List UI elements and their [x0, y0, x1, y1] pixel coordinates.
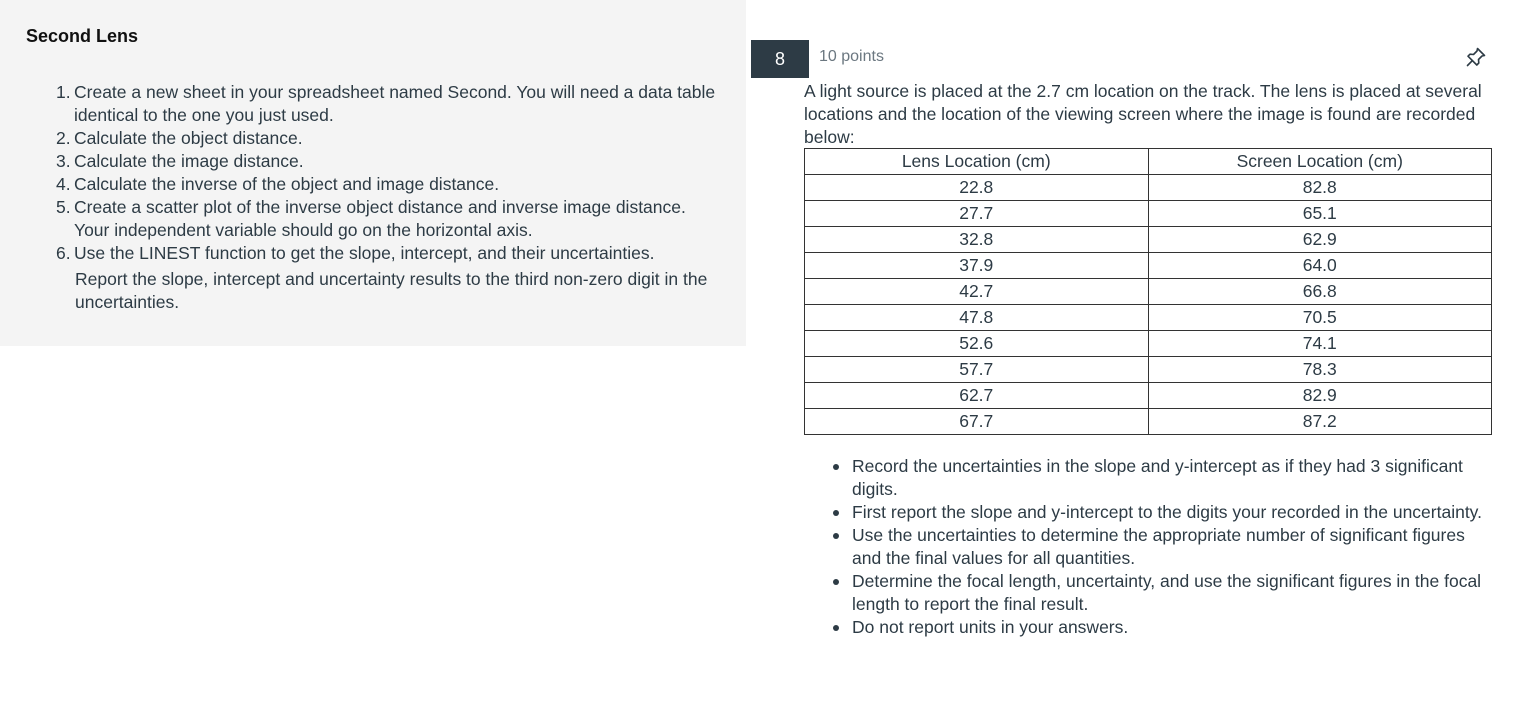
screen-location-cell: 66.8 [1148, 279, 1492, 305]
column-header: Lens Location (cm) [805, 149, 1149, 175]
bullet-item: Do not report units in your answers. [852, 616, 1492, 639]
table-row [805, 227, 1492, 253]
table-row [805, 331, 1492, 357]
lens-location-cell: 42.7 [805, 279, 1149, 305]
screen-location-cell: 87.2 [1148, 409, 1492, 435]
table-row [805, 357, 1492, 383]
steps-list [56, 81, 720, 265]
report-note: Report the slope, intercept and uncertainty results to the third non-zero digit in the uncertainties. [75, 269, 708, 312]
lens-location-cell: 27.7 [805, 201, 1149, 227]
table-row [805, 383, 1492, 409]
table-header-row [805, 149, 1492, 175]
lens-location-cell: 32.8 [805, 227, 1149, 253]
lens-location-cell: 62.7 [805, 383, 1149, 409]
step-item: 6. Use the LINEST function to get the slope, intercept, and their uncertainties. [56, 243, 655, 263]
instructions-panel [0, 0, 746, 346]
column-header: Screen Location (cm) [1148, 149, 1492, 175]
screen-location-cell: 82.8 [1148, 175, 1492, 201]
question-points: 10 points [819, 48, 884, 65]
screen-location-cell: 62.9 [1148, 227, 1492, 253]
screen-location-cell: 64.0 [1148, 253, 1492, 279]
question-text: A light source is placed at the 2.7 cm location on the track. The lens is placed at several locations and the location of the viewing screen where the image is found are recorded below: [804, 81, 1482, 147]
lens-location-cell: 37.9 [805, 253, 1149, 279]
step-item: 1. Create a new sheet in your spreadsheet named Second. You will need a data table identical to the one you just used. [56, 82, 716, 125]
bullet-item: First report the slope and y-intercept to the digits your recorded in the uncertainty. [852, 501, 1492, 524]
table-row [805, 253, 1492, 279]
table-row [805, 279, 1492, 305]
table-row [805, 409, 1492, 435]
screen-location-cell: 65.1 [1148, 201, 1492, 227]
question-number-badge: 8 [751, 40, 809, 78]
step-item: 5. Create a scatter plot of the inverse object distance and inverse image distance. Your independent variable should go on the horizontal axis. [56, 197, 686, 240]
table-row [805, 175, 1492, 201]
lens-location-cell: 67.7 [805, 409, 1149, 435]
section-title: Second Lens [26, 26, 139, 46]
pin-icon[interactable] [1465, 46, 1487, 68]
step-item: 2. Calculate the object distance. [56, 128, 303, 148]
bullet-item: Record the uncertainties in the slope and y-intercept as if they had 3 significant digits. [852, 455, 1492, 501]
lens-location-cell: 22.8 [805, 175, 1149, 201]
lens-location-cell: 47.8 [805, 305, 1149, 331]
bullet-item: Use the uncertainties to determine the appropriate number of significant figures and the final values for all quantities. [852, 524, 1492, 570]
data-table [804, 148, 1492, 435]
table-row [805, 201, 1492, 227]
lens-location-cell: 57.7 [805, 357, 1149, 383]
instruction-bullets [852, 455, 1492, 639]
screen-location-cell: 78.3 [1148, 357, 1492, 383]
bullet-item: Determine the focal length, uncertainty, and use the significant figures in the focal length to report the final result. [852, 570, 1492, 616]
screen-location-cell: 74.1 [1148, 331, 1492, 357]
screen-location-cell: 82.9 [1148, 383, 1492, 409]
step-item: 3. Calculate the image distance. [56, 151, 304, 171]
lens-location-cell: 52.6 [805, 331, 1149, 357]
step-item: 4. Calculate the inverse of the object and image distance. [56, 174, 500, 194]
screen-location-cell: 70.5 [1148, 305, 1492, 331]
table-row [805, 305, 1492, 331]
